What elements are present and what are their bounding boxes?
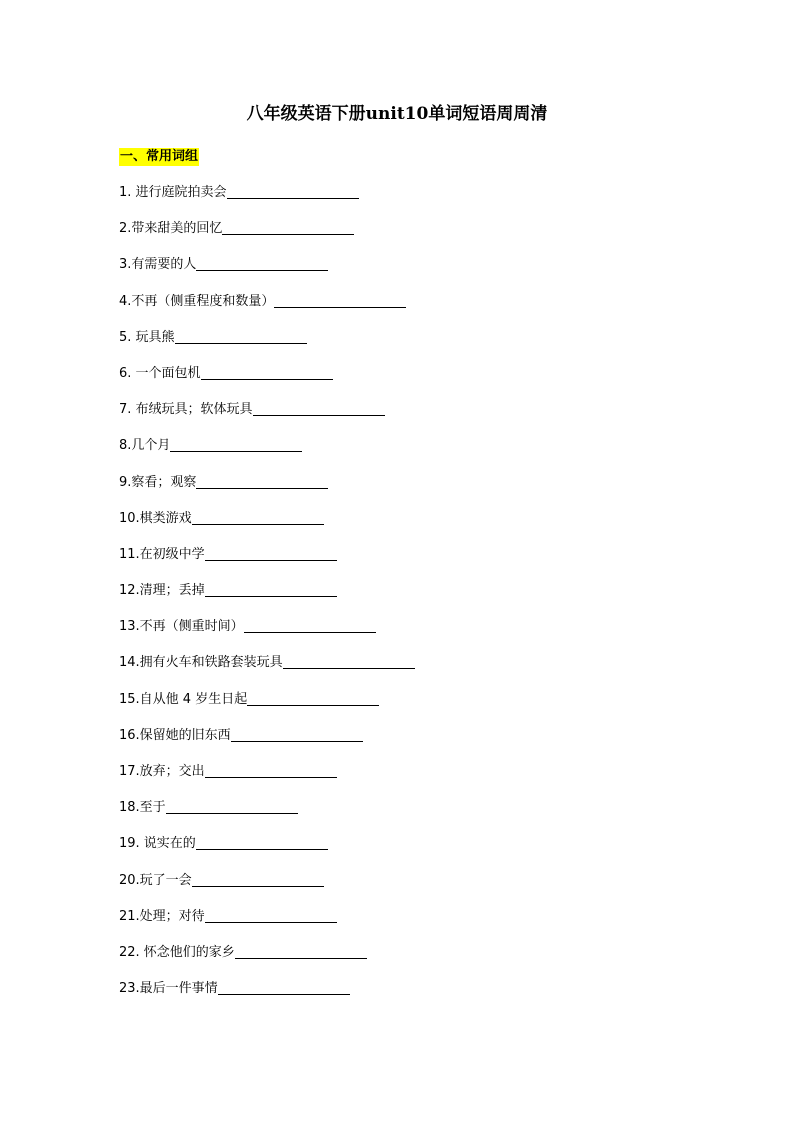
- item-text: 19. 说实在的: [119, 836, 196, 852]
- answer-blank[interactable]: [166, 799, 298, 814]
- list-item: [119, 980, 415, 1016]
- item-text: 9.察看；观察: [119, 474, 197, 490]
- answer-blank[interactable]: [205, 763, 337, 778]
- item-text: 18.至于: [119, 800, 166, 816]
- list-item: [119, 546, 415, 582]
- item-text: 6. 一个面包机: [119, 365, 201, 381]
- list-item: [119, 437, 415, 473]
- list-item: [119, 474, 415, 510]
- answer-blank[interactable]: [196, 256, 328, 271]
- answer-blank[interactable]: [205, 908, 337, 923]
- list-item: [119, 691, 415, 727]
- answer-blank[interactable]: [196, 474, 328, 489]
- list-item: [119, 618, 415, 654]
- item-text: 14.拥有火车和铁路套装玩具: [119, 655, 283, 671]
- list-item: [119, 293, 415, 329]
- answer-blank[interactable]: [231, 727, 363, 742]
- item-text: 20.玩了一会: [119, 872, 192, 888]
- item-text: 12.清理；丢掉: [119, 583, 205, 599]
- list-item: [119, 727, 415, 763]
- answer-blank[interactable]: [170, 437, 302, 452]
- item-text: 2.带来甜美的回忆: [119, 221, 223, 237]
- item-text: 4.不再（侧重程度和数量）: [119, 293, 275, 309]
- list-item: [119, 220, 415, 256]
- answer-blank[interactable]: [227, 184, 359, 199]
- section-heading: 一、常用词组: [120, 149, 199, 164]
- item-text: 11.在初级中学: [119, 546, 205, 562]
- list-item: [119, 582, 415, 618]
- list-item: [119, 510, 415, 546]
- answer-blank[interactable]: [192, 872, 324, 887]
- answer-blank[interactable]: [175, 329, 307, 344]
- page-title: 八年级英语下册unit10单词短语周周清: [246, 104, 548, 124]
- answer-blank[interactable]: [253, 401, 385, 416]
- list-item: [119, 872, 415, 908]
- list-item: [119, 908, 415, 944]
- answer-blank[interactable]: [218, 980, 350, 995]
- list-item: [119, 835, 415, 871]
- list-item: [119, 763, 415, 799]
- item-text: 16.保留她的旧东西: [119, 727, 231, 743]
- answer-blank[interactable]: [205, 546, 337, 561]
- list-item: [119, 329, 415, 365]
- answer-blank[interactable]: [283, 654, 415, 669]
- answer-blank[interactable]: [196, 835, 328, 850]
- list-item: [119, 365, 415, 401]
- answer-blank[interactable]: [222, 220, 354, 235]
- list-item: [119, 256, 415, 292]
- item-text: 22. 怀念他们的家乡: [119, 944, 235, 960]
- list-item: [119, 799, 415, 835]
- item-text: 8.几个月: [119, 438, 171, 454]
- item-text: 7. 布绒玩具；软体玩具: [119, 402, 253, 418]
- answer-blank[interactable]: [247, 691, 379, 706]
- item-text: 10.棋类游戏: [119, 510, 192, 526]
- list-item: [119, 401, 415, 437]
- item-text: 21.处理；对待: [119, 908, 205, 924]
- phrase-list: [119, 184, 415, 1016]
- item-text: 3.有需要的人: [119, 257, 197, 273]
- item-text: 13.不再（侧重时间）: [119, 619, 244, 635]
- item-text: 5. 玩具熊: [119, 329, 175, 345]
- item-text: 1. 进行庭院拍卖会: [119, 185, 227, 200]
- list-item: [119, 184, 415, 220]
- item-text: 15.自从他 4 岁生日起: [119, 691, 248, 707]
- answer-blank[interactable]: [201, 365, 333, 380]
- answer-blank[interactable]: [235, 944, 367, 959]
- answer-blank[interactable]: [205, 582, 337, 597]
- answer-blank[interactable]: [244, 618, 376, 633]
- answer-blank[interactable]: [274, 293, 406, 308]
- answer-blank[interactable]: [192, 510, 324, 525]
- list-item: [119, 654, 415, 690]
- item-text: 17.放弃；交出: [119, 764, 205, 779]
- list-item: [119, 944, 415, 980]
- item-text: 23.最后一件事情: [119, 981, 218, 997]
